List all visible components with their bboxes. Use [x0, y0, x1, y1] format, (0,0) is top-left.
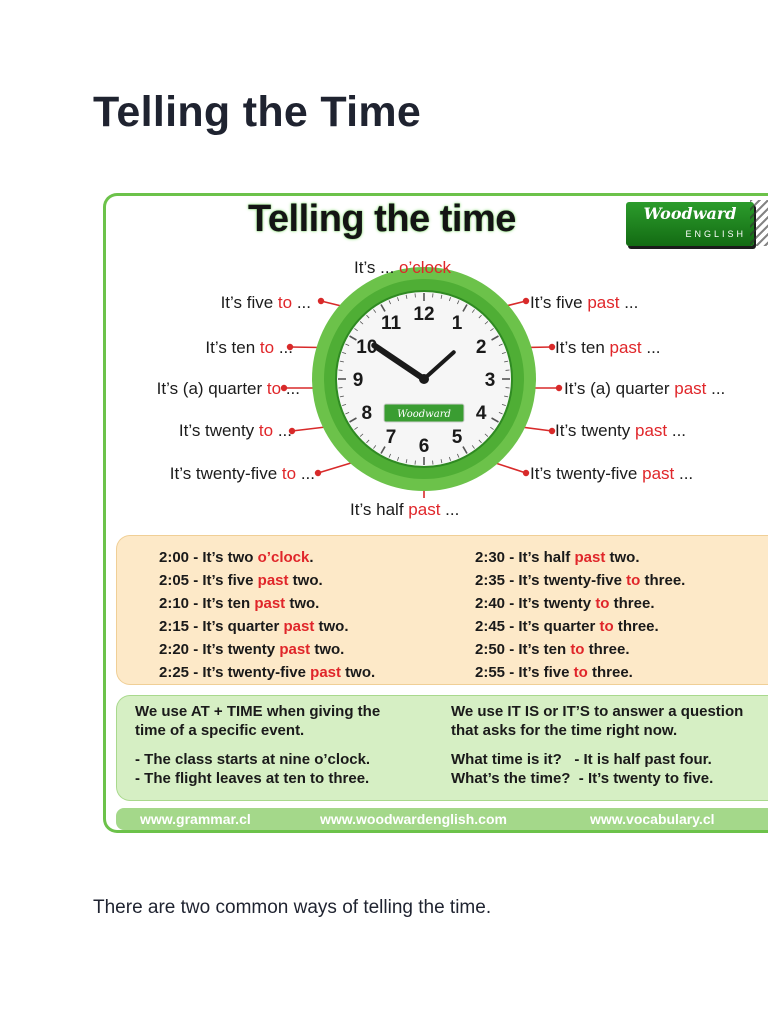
label-half-past: It’s half past ... [350, 500, 460, 519]
label-ten-to: It’s ten to ... [205, 338, 293, 357]
clock-number: 7 [385, 427, 397, 449]
usage-it-is [451, 702, 743, 788]
example-row: 2:10 - It’s ten past two. [159, 595, 320, 612]
label-quarter-past: It’s (a) quarter past ... [564, 379, 726, 398]
label-twenty-past: It’s twenty past ... [555, 421, 687, 440]
usage-example: - The class starts at nine o’clock. [135, 751, 371, 768]
clock-number: 1 [451, 312, 463, 334]
usage-example: What time is it? - It is half past four. [451, 751, 712, 768]
label-twenty-five-to: It’s twenty-five to ... [169, 464, 315, 483]
infographic-title: Telling the time [248, 198, 516, 240]
logo-word: Woodward [643, 204, 737, 223]
clock-diagram [106, 196, 768, 536]
example-row: 2:00 - It’s two o’clock. [159, 549, 314, 566]
examples-left-column [159, 546, 375, 684]
clock-center [419, 374, 429, 384]
example-row: 2:30 - It’s half past two. [475, 549, 640, 566]
example-row: 2:25 - It’s twenty-five past two. [159, 664, 376, 681]
usage-line: that asks for the time right now. [451, 722, 678, 739]
example-row: 2:20 - It’s twenty past two. [159, 641, 345, 658]
clock-number: 11 [380, 312, 402, 334]
example-row: 2:35 - It’s twenty-five to three. [475, 572, 686, 589]
pointer-dot [316, 471, 321, 476]
usage-line: We use AT + TIME when giving the [135, 703, 381, 720]
example-row: 2:55 - It’s five to three. [475, 664, 633, 681]
label-twenty-five-past: It’s twenty-five past ... [530, 464, 694, 483]
usage-line: time of a specific event. [135, 722, 305, 739]
label-five-past: It’s five past ... [530, 293, 639, 312]
time-examples-panel [116, 535, 768, 685]
page-title: Telling the Time [93, 88, 422, 136]
logo-subtitle: ENGLISH [685, 229, 746, 239]
intro-paragraph: There are two common ways of telling the time. [93, 897, 492, 918]
label-quarter-to: It’s (a) quarter to ... [156, 379, 300, 398]
label-oclock: It’s ... o’clock [354, 258, 452, 277]
usage-line: We use IT IS or IT’S to answer a question [451, 703, 744, 720]
example-row: 2:40 - It’s twenty to three. [475, 595, 655, 612]
label-five-to: It’s five to ... [220, 293, 311, 312]
usage-at-time [135, 702, 380, 788]
pointer-dot [550, 429, 555, 434]
telling-time-infographic [103, 193, 768, 833]
footer-link-woodwardenglish[interactable]: www.woodwardenglish.com [320, 811, 507, 827]
footer-link-grammar[interactable]: www.grammar.cl [140, 811, 251, 827]
clock-number: 3 [484, 370, 496, 391]
pointer-dot [319, 299, 324, 304]
usage-panel [116, 695, 768, 801]
example-row: 2:50 - It’s ten to three. [475, 641, 630, 658]
pointer-dot [550, 345, 555, 350]
label-twenty-to: It’s twenty to ... [178, 421, 292, 440]
center-badge [384, 404, 464, 422]
footer-links-bar [116, 808, 768, 830]
pointer-dot [557, 386, 562, 391]
clock-number: 4 [475, 403, 487, 424]
clock-number: 6 [418, 436, 430, 457]
pointer-dot [524, 299, 529, 304]
clock-number: 5 [451, 427, 463, 449]
clock-number: 10 [356, 337, 378, 358]
clock-number: 9 [352, 370, 364, 391]
example-row: 2:45 - It’s quarter to three. [475, 618, 659, 635]
examples-right-column [475, 546, 685, 684]
clock-number: 2 [475, 337, 487, 358]
label-ten-past: It’s ten past ... [555, 338, 661, 357]
usage-example: What’s the time? - It’s twenty to five. [451, 770, 714, 787]
footer-link-vocabulary[interactable]: www.vocabulary.cl [590, 811, 715, 827]
example-row: 2:15 - It’s quarter past two. [159, 618, 349, 635]
pointer-dot [524, 471, 529, 476]
center-badge-text: Woodward [397, 409, 451, 420]
clock-number: 12 [413, 304, 435, 325]
example-row: 2:05 - It’s five past two. [159, 572, 323, 589]
usage-example: - The flight leaves at ten to three. [135, 770, 370, 787]
clock-number: 8 [361, 403, 373, 424]
